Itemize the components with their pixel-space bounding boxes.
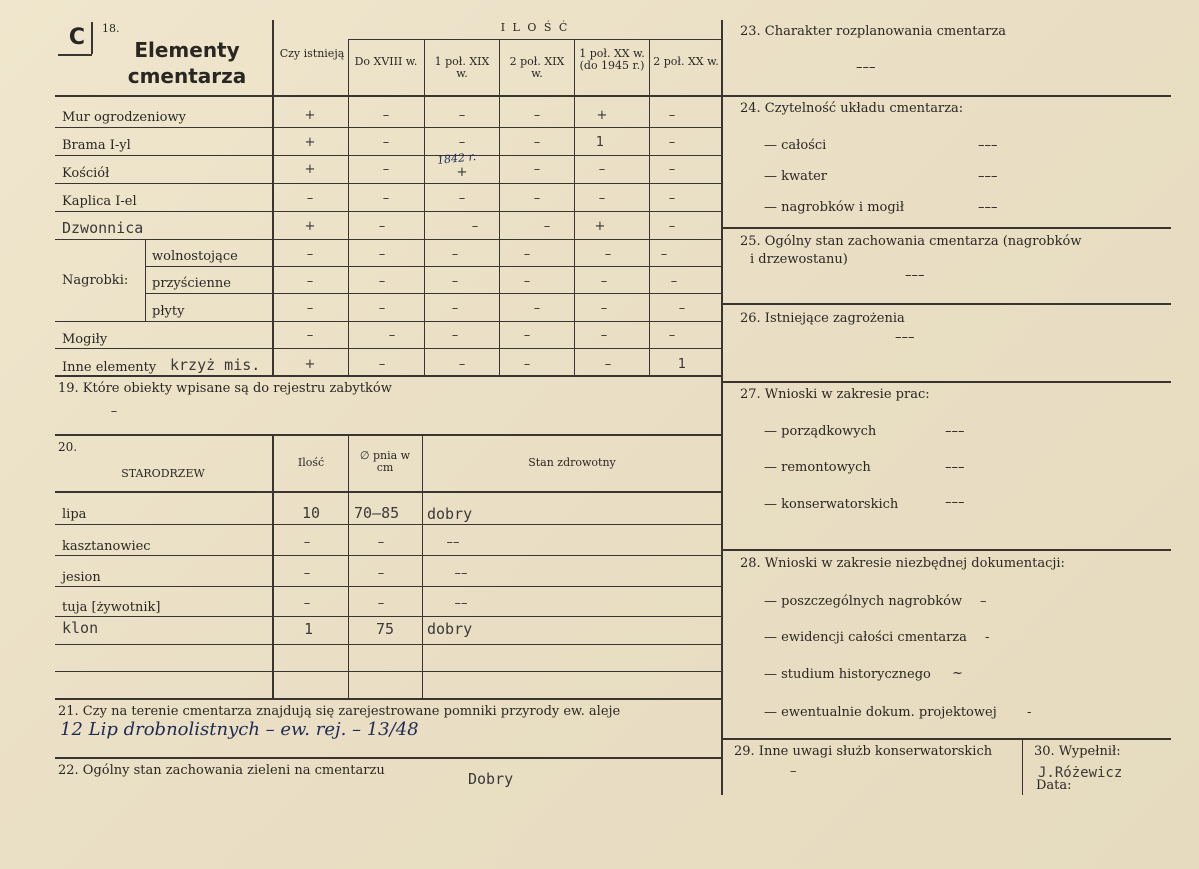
row-label: Kaplica I-el bbox=[62, 194, 137, 209]
cell-mark: – bbox=[678, 301, 686, 316]
divider bbox=[574, 97, 575, 375]
divider bbox=[55, 586, 722, 587]
col-header-ilosc: I L O Ś Ć bbox=[500, 21, 570, 34]
cell-mark: – bbox=[458, 108, 466, 123]
cell-mark: + bbox=[596, 108, 608, 123]
s26-value: ––– bbox=[895, 330, 915, 345]
row-label: Inne elementy bbox=[62, 360, 157, 375]
divider bbox=[55, 375, 722, 377]
tree-diameter: 75 bbox=[376, 620, 395, 638]
s25-value: ––– bbox=[905, 268, 925, 283]
divider bbox=[348, 436, 349, 698]
cell-mark: – bbox=[458, 135, 466, 150]
s27-label: 27. Wnioski w zakresie prac: bbox=[740, 387, 930, 402]
cell-mark: + bbox=[304, 162, 316, 177]
s23-value: ––– bbox=[856, 60, 876, 75]
col-header-period: 1 poł. XX w. (do 1945 r.) bbox=[579, 47, 645, 72]
tree-diameter: 70–85 bbox=[354, 504, 400, 522]
cell-mark: – bbox=[523, 247, 531, 262]
divider bbox=[272, 20, 274, 96]
divider bbox=[348, 39, 722, 40]
row-label: wolnostojące bbox=[152, 249, 238, 264]
cell-mark: – bbox=[378, 247, 386, 262]
cell-mark: – bbox=[533, 108, 541, 123]
tree-health: dobry bbox=[427, 620, 473, 638]
cell-mark: 1 bbox=[677, 357, 687, 372]
cell-mark: – bbox=[451, 301, 459, 316]
tree-diameter: – bbox=[377, 566, 385, 581]
divider bbox=[55, 644, 722, 645]
section-letter: C bbox=[68, 25, 86, 50]
divider bbox=[1022, 740, 1023, 795]
cell-mark: + bbox=[304, 108, 316, 123]
cell-mark: – bbox=[668, 191, 676, 206]
cell-mark: 1 bbox=[595, 135, 605, 150]
tree-name: tuja [żywotnik] bbox=[62, 600, 161, 615]
s25-label-line1: 25. Ogólny stan zachowania cmentarza (nagrobków bbox=[740, 234, 1082, 249]
s24-item: — kwater bbox=[764, 169, 828, 184]
divider bbox=[574, 40, 575, 96]
s23-label: 23. Charakter rozplanowania cmentarza bbox=[740, 24, 1007, 39]
s20-number: 20. bbox=[58, 440, 78, 454]
divider bbox=[723, 738, 1171, 740]
divider bbox=[55, 555, 722, 556]
col-header-period: 1 poł. XIX w. bbox=[434, 55, 490, 80]
s28-label: 28. Wnioski w zakresie niezbędnej dokumentacji: bbox=[740, 556, 1065, 571]
cell-mark: – bbox=[668, 135, 676, 150]
s20-title: STARODRZEW bbox=[121, 467, 205, 480]
divider bbox=[424, 97, 425, 375]
cell-mark: – bbox=[378, 219, 386, 234]
s27-item-value: ––– bbox=[945, 495, 965, 510]
tree-name: lipa bbox=[62, 507, 87, 522]
row-label-typed: Dzwonnica bbox=[62, 219, 144, 237]
divider bbox=[721, 20, 723, 795]
tree-count: – bbox=[303, 566, 311, 581]
tree-count: 1 bbox=[304, 620, 314, 638]
s28-item-value: – bbox=[980, 594, 987, 609]
s19-label: 19. Które obiekty wpisane są do rejestru zabytków bbox=[58, 381, 392, 396]
s27-item-value: ––– bbox=[945, 424, 965, 439]
cell-mark: – bbox=[382, 162, 390, 177]
section-title-line2: cmentarza bbox=[127, 64, 247, 88]
s19-value: – bbox=[110, 404, 118, 419]
tree-count: – bbox=[303, 596, 311, 611]
col-header-exists: Czy istnieją bbox=[279, 47, 345, 60]
divider bbox=[649, 97, 650, 375]
divider bbox=[55, 698, 722, 700]
divider bbox=[145, 266, 722, 267]
s28-item: — ewidencji całości cmentarza bbox=[764, 630, 967, 645]
cell-mark: – bbox=[378, 301, 386, 316]
tree-health: –– bbox=[446, 535, 460, 550]
cell-mark: – bbox=[382, 135, 390, 150]
cell-mark: – bbox=[378, 274, 386, 289]
section-letter-bar bbox=[91, 22, 93, 54]
s24-item-value: ––– bbox=[978, 169, 998, 184]
tree-name: kasztanowiec bbox=[62, 539, 151, 554]
cell-mark: – bbox=[598, 191, 606, 206]
cell-mark: – bbox=[600, 274, 608, 289]
cell-mark: – bbox=[306, 328, 314, 343]
cell-mark: – bbox=[523, 357, 531, 372]
cell-mark: – bbox=[458, 357, 466, 372]
cell-mark: + bbox=[594, 219, 606, 234]
divider bbox=[145, 293, 722, 294]
s21-label: 21. Czy na terenie cmentarza znajdują się zarejestrowane pomniki przyrody ew. aleje bbox=[58, 704, 621, 719]
cell-mark: – bbox=[660, 247, 668, 262]
section-letter-underline bbox=[58, 54, 92, 56]
divider bbox=[55, 127, 722, 128]
divider bbox=[723, 303, 1171, 305]
row-label: Brama I-yl bbox=[62, 138, 131, 153]
s29-value: – bbox=[790, 764, 797, 779]
s27-item-value: ––– bbox=[945, 460, 965, 475]
tree-count: – bbox=[303, 535, 311, 550]
cell-mark: – bbox=[668, 328, 676, 343]
cell-mark: – bbox=[382, 108, 390, 123]
tree-name: jesion bbox=[62, 570, 101, 585]
cell-mark: – bbox=[668, 162, 676, 177]
s22-value: Dobry bbox=[468, 770, 514, 788]
divider bbox=[499, 40, 500, 96]
divider bbox=[145, 239, 146, 321]
s28-item-value: ~ bbox=[952, 666, 963, 681]
s21-value: 12 Lip drobnolistnych – ew. rej. – 13/48 bbox=[60, 719, 419, 740]
cell-mark: – bbox=[458, 191, 466, 206]
tree-health: –– bbox=[454, 596, 468, 611]
s24-item: — nagrobków i mogił bbox=[764, 200, 905, 215]
cell-mark: – bbox=[600, 301, 608, 316]
cell-mark: – bbox=[523, 328, 531, 343]
divider bbox=[424, 40, 425, 96]
divider bbox=[723, 381, 1171, 383]
section-title-line1: Elementy bbox=[134, 38, 240, 62]
s24-label: 24. Czytelność układu cmentarza: bbox=[740, 101, 964, 116]
s20-col-count: Ilość bbox=[297, 456, 325, 469]
divider bbox=[55, 321, 722, 322]
cell-mark: – bbox=[382, 191, 390, 206]
cell-mark: – bbox=[306, 274, 314, 289]
divider bbox=[55, 95, 722, 97]
cell-mark: – bbox=[306, 247, 314, 262]
s30-label: 30. Wypełnił: bbox=[1034, 744, 1121, 759]
divider bbox=[499, 97, 500, 375]
s28-item: — studium historycznego bbox=[764, 667, 931, 682]
s20-col-health: Stan zdrowotny bbox=[528, 456, 616, 469]
s30-name: J.Różewicz bbox=[1038, 765, 1123, 781]
s25-label-line2: i drzewostanu) bbox=[750, 252, 848, 267]
s20-col-diameter: ∅ pnia w cm bbox=[359, 449, 411, 474]
cell-mark: – bbox=[604, 247, 612, 262]
kosciol-date-note: 1842 r. bbox=[436, 149, 477, 168]
s22-label: 22. Ogólny stan zachowania zieleni na cmentarzu bbox=[58, 763, 385, 778]
cell-mark: – bbox=[378, 357, 386, 372]
divider bbox=[55, 211, 722, 212]
cell-mark: – bbox=[451, 274, 459, 289]
tree-diameter: – bbox=[377, 596, 385, 611]
row-label: płyty bbox=[152, 304, 185, 319]
divider bbox=[55, 491, 722, 493]
cell-mark: – bbox=[670, 274, 678, 289]
s29-label: 29. Inne uwagi służb konserwatorskich bbox=[734, 744, 993, 759]
cell-mark: – bbox=[451, 328, 459, 343]
cell-mark: + bbox=[304, 219, 316, 234]
section-number: 18. bbox=[102, 22, 120, 35]
row-label-extra: krzyż mis. bbox=[170, 356, 261, 374]
divider bbox=[55, 348, 722, 349]
divider bbox=[649, 40, 650, 96]
cell-mark: – bbox=[668, 108, 676, 123]
cell-mark: – bbox=[533, 162, 541, 177]
tree-health: dobry bbox=[427, 505, 473, 523]
divider bbox=[55, 239, 722, 240]
cell-mark: – bbox=[533, 135, 541, 150]
cell-mark: – bbox=[600, 328, 608, 343]
divider bbox=[723, 549, 1171, 551]
row-label: przyścienne bbox=[152, 276, 231, 291]
s28-item: — ewentualnie dokum. projektowej bbox=[764, 705, 997, 720]
cell-mark: + bbox=[304, 357, 316, 372]
divider bbox=[348, 97, 349, 375]
divider bbox=[272, 436, 274, 698]
cell-mark: – bbox=[306, 301, 314, 316]
divider bbox=[55, 616, 722, 617]
cell-mark: – bbox=[523, 274, 531, 289]
s28-item-value: - bbox=[1027, 705, 1032, 720]
cell-mark: – bbox=[471, 219, 479, 234]
col-header-period: 2 poł. XIX w. bbox=[509, 55, 565, 80]
divider bbox=[723, 95, 1171, 97]
cell-mark: – bbox=[306, 191, 314, 206]
row-label: Mur ogrodzeniowy bbox=[62, 110, 186, 125]
divider bbox=[723, 227, 1171, 229]
cell-mark: + bbox=[304, 135, 316, 150]
s27-item: — porządkowych bbox=[764, 424, 877, 439]
s28-item-value: - bbox=[985, 630, 990, 645]
s30-date-label: Data: bbox=[1036, 778, 1072, 793]
s24-item-value: ––– bbox=[978, 200, 998, 215]
cell-mark: – bbox=[533, 191, 541, 206]
divider bbox=[55, 671, 722, 672]
cell-mark: – bbox=[543, 219, 551, 234]
s27-item: — remontowych bbox=[764, 460, 871, 475]
divider bbox=[422, 436, 423, 698]
tree-name: klon bbox=[62, 619, 99, 637]
col-header-period: Do XVIII w. bbox=[354, 55, 418, 68]
tree-count: 10 bbox=[302, 504, 321, 522]
s24-item: — całości bbox=[764, 138, 827, 153]
divider bbox=[55, 434, 722, 436]
tree-health: –– bbox=[454, 566, 468, 581]
col-header-period: 2 poł. XX w. bbox=[653, 55, 719, 68]
row-label: Mogiły bbox=[62, 332, 108, 347]
divider bbox=[348, 40, 349, 96]
cell-mark: – bbox=[598, 162, 606, 177]
divider bbox=[55, 183, 722, 184]
divider bbox=[55, 155, 722, 156]
tree-diameter: – bbox=[377, 535, 385, 550]
cell-mark: – bbox=[668, 219, 676, 234]
cell-mark: – bbox=[388, 328, 396, 343]
divider bbox=[55, 757, 722, 759]
s27-item: — konserwatorskich bbox=[764, 497, 899, 512]
group-label-nagrobki: Nagrobki: bbox=[62, 273, 129, 288]
cell-mark: – bbox=[533, 301, 541, 316]
s24-item-value: ––– bbox=[978, 138, 998, 153]
s26-label: 26. Istniejące zagrożenia bbox=[740, 311, 905, 326]
cell-mark: – bbox=[604, 357, 612, 372]
row-label: Kościół bbox=[62, 166, 110, 181]
s28-item: — poszczególnych nagrobków bbox=[764, 594, 963, 609]
divider bbox=[272, 97, 274, 375]
divider bbox=[55, 524, 722, 525]
cell-mark: – bbox=[451, 247, 459, 262]
cell-mark: + bbox=[456, 165, 468, 180]
